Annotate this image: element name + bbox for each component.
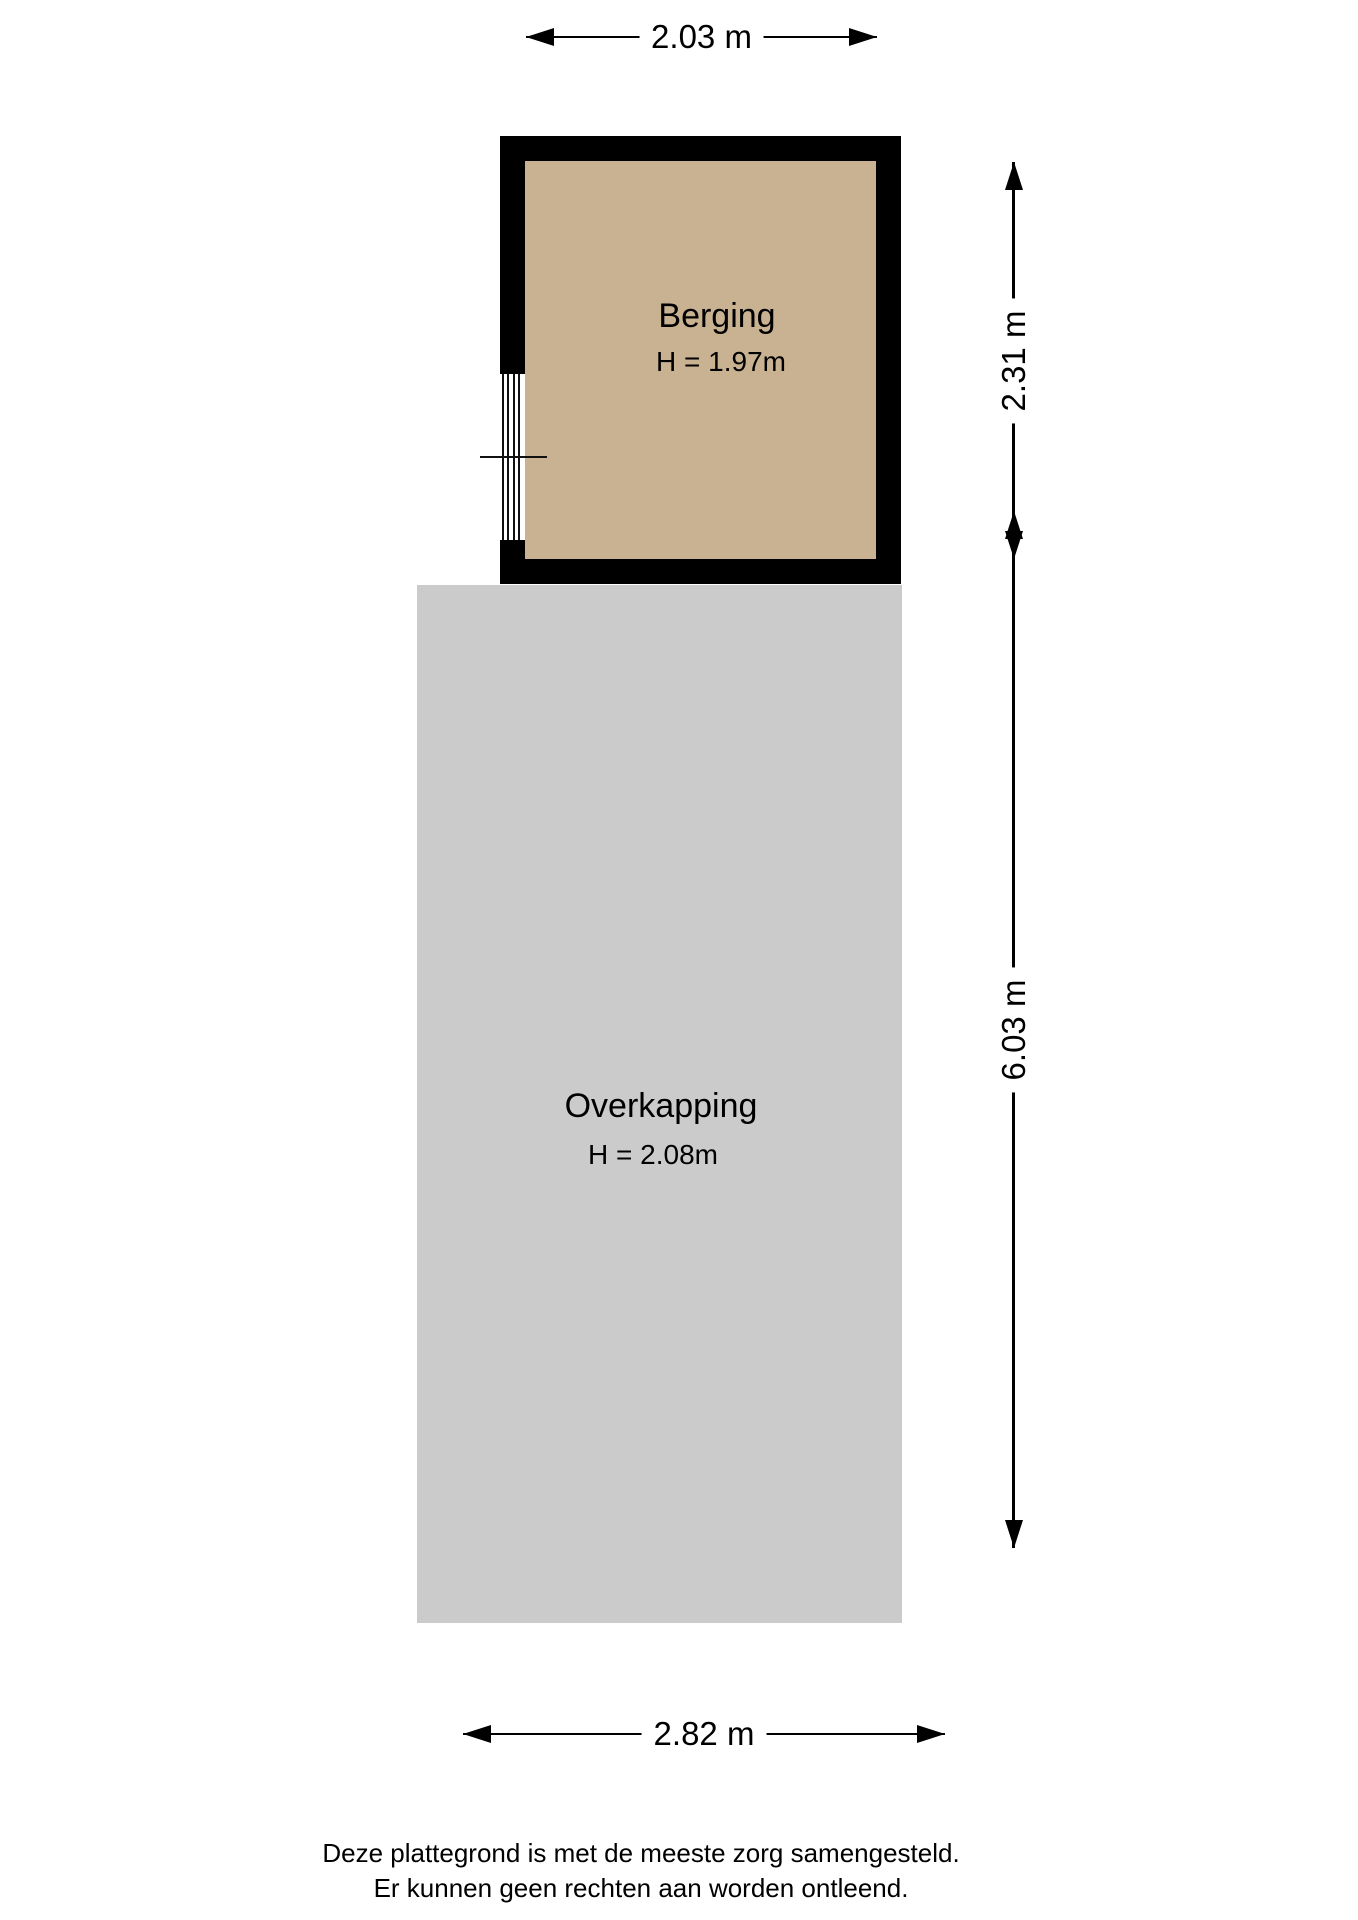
- disclaimer: [322, 1836, 959, 1906]
- dimension-right-lower-label: 6.03 m: [995, 967, 1031, 1092]
- dimension-right-upper-label: 2.31 m: [995, 298, 1031, 423]
- arrow-left-icon: [463, 1725, 491, 1743]
- dimension-top-label: 2.03 m: [639, 19, 764, 55]
- arrow-right-icon: [849, 28, 877, 46]
- dimension-bottom-label: 2.82 m: [642, 1716, 767, 1752]
- arrow-right-icon: [917, 1725, 945, 1743]
- berging-room-label: Berging: [658, 297, 776, 335]
- dimension-right-lower: [994, 511, 1032, 1548]
- berging-height-label: H = 1.97m: [656, 346, 786, 377]
- arrow-left-icon: [526, 28, 554, 46]
- arrow-up-icon: [1005, 162, 1023, 190]
- disclaimer-line-2: Er kunnen geen rechten aan worden ontleend.: [373, 1873, 909, 1903]
- arrow-down-icon: [1005, 1520, 1023, 1548]
- arrow-up-icon: [1005, 511, 1023, 539]
- dimension-bottom: [463, 1714, 945, 1752]
- overkapping-height-label: H = 2.08m: [588, 1139, 718, 1170]
- overkapping-room-label: Overkapping: [564, 1087, 758, 1125]
- window-sill-tick: [480, 456, 547, 458]
- dimension-top: [526, 17, 877, 55]
- disclaimer-line-1: Deze plattegrond is met de meeste zorg samengesteld.: [322, 1838, 960, 1868]
- dimension-right-upper: [994, 162, 1032, 559]
